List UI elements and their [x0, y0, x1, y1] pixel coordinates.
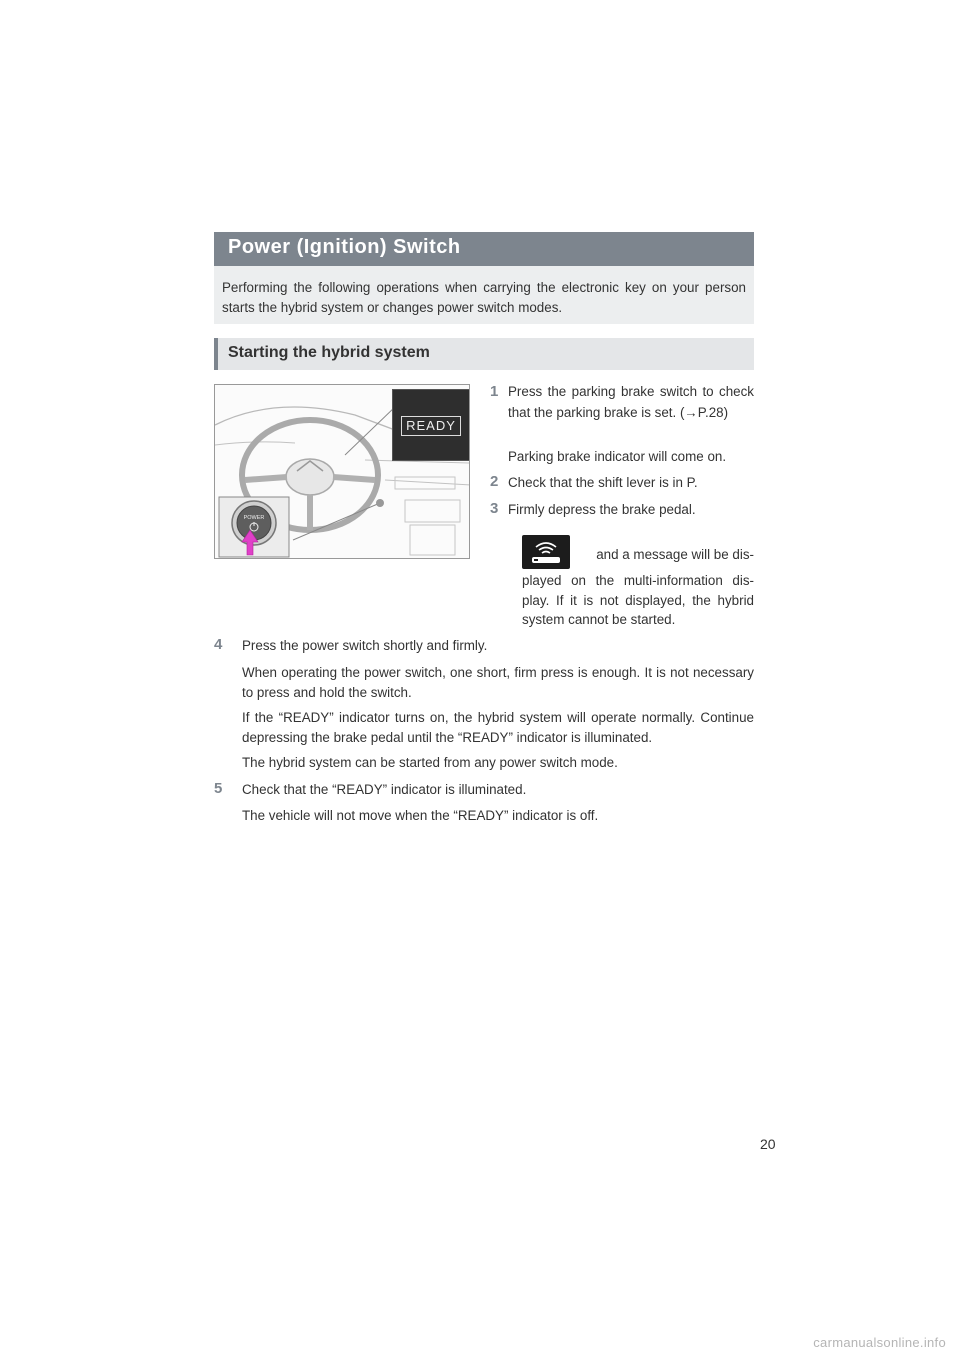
step-5-text: Check that the “READY” indicator is illuminated.: [242, 782, 527, 797]
ready-inset: [392, 389, 470, 461]
intro-box: [214, 266, 754, 324]
step-3-note: played on the multi-information dis- play. If it is not displayed, the hybrid system cannot be started.: [522, 573, 754, 627]
subsection-header: [214, 338, 754, 370]
section-title-bar: [214, 232, 754, 266]
step-4-note-2: If the “READY” indicator turns on, the hybrid system will operate normally. Continue depressing the brake pedal until the “READY” indicator is illuminated.: [242, 710, 754, 745]
section-title: Power (Ignition) Switch: [228, 236, 461, 258]
step-2-text: Check that the shift lever is in P.: [508, 475, 698, 490]
step-4-text: Press the power switch shortly and firmly.: [242, 638, 488, 653]
step-3-note-inline: and a message will be dis-: [596, 547, 754, 562]
step-1-note: Parking brake indicator will come on.: [508, 449, 727, 464]
watermark: carmanualsonline.info: [813, 1335, 946, 1350]
page-number: 20: [760, 1136, 776, 1152]
step-1-number: 1: [490, 383, 499, 400]
step-4-number: 4: [214, 636, 223, 653]
subsection-accent: [214, 338, 218, 370]
key-wireless-icon: [522, 535, 570, 569]
step-4-note-1: When operating the power switch, one short, firm press is enough. It is not necessary to press and hold the switch.: [242, 665, 754, 700]
step-5-number: 5: [214, 780, 223, 797]
step-2-number: 2: [490, 473, 499, 490]
intro-text: Performing the following operations when carrying the electronic key on your person starts the hybrid system or changes power switch modes.: [222, 280, 746, 315]
step-1-text: Press the parking brake switch to check that the parking brake is set. (→P.28): [508, 384, 754, 420]
step-3-text: Firmly depress the brake pedal.: [508, 502, 696, 517]
subsection-title: Starting the hybrid system: [228, 344, 430, 361]
power-switch-icon: [219, 497, 289, 557]
dashboard-illustration: [214, 384, 470, 559]
step-5-note: The vehicle will not move when the “READY” indicator is off.: [242, 808, 599, 823]
step-3-number: 3: [490, 500, 499, 517]
ready-indicator-icon: READY: [401, 416, 461, 436]
power-label: POWER: [243, 515, 265, 521]
step-4-note-3: The hybrid system can be started from any power switch mode.: [242, 755, 618, 770]
